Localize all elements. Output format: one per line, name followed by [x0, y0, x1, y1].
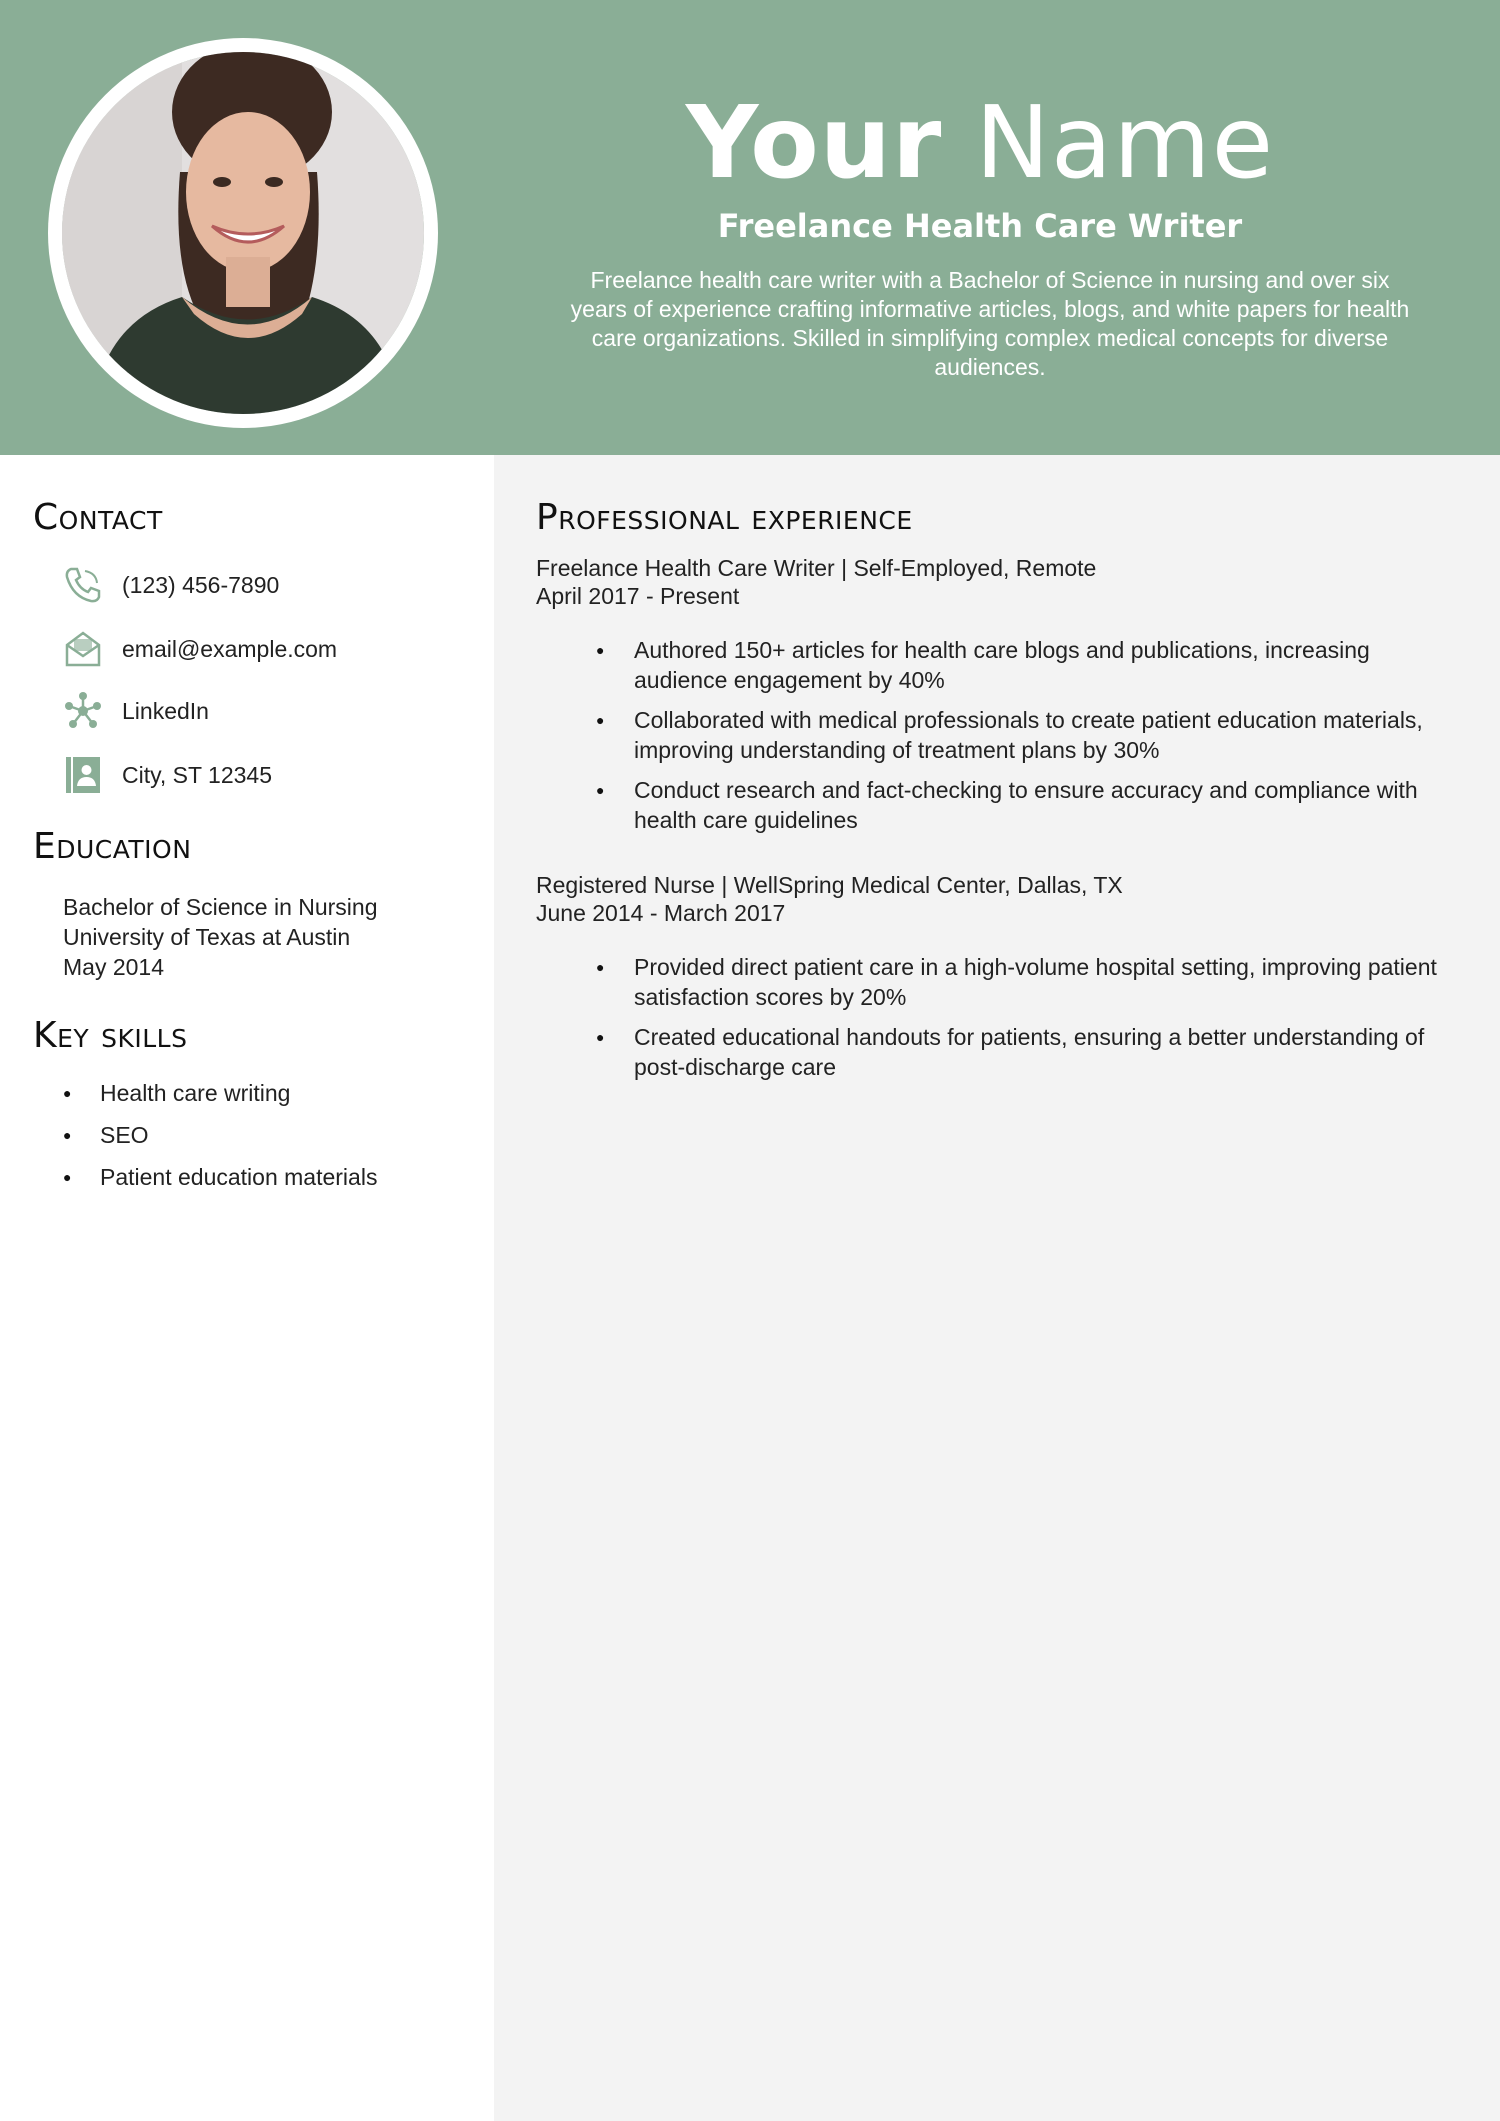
contact-phone-text: (123) 456-7890 [122, 571, 280, 598]
job-1-dates: April 2017 - Present [536, 583, 740, 609]
education-school: University of Texas at Austin [63, 924, 351, 950]
profile-photo-frame [48, 38, 438, 428]
skill-item: ● Health care writing [63, 1078, 483, 1120]
network-icon [62, 690, 104, 732]
profile-summary: Freelance health care writer with a Bachelor of Science in nursing and over six years of experience crafting informative articles, blogs, and white papers for health care organizations. Skilled in simplifying complex medical concepts for diverse audiences. [570, 267, 1410, 380]
job-2-dates: June 2014 - March 2017 [536, 900, 786, 926]
job-2-bullets [594, 952, 1444, 1092]
job-bullet: ● Provided direct patient care in a high-volume hospital setting, improving patient satisfaction scores by 20% [594, 952, 1444, 1012]
experience-heading: Professional experience [536, 497, 913, 538]
name-first: Your [685, 84, 943, 201]
job-2-header [536, 871, 1436, 927]
name-last: Name [975, 84, 1275, 201]
contact-phone [62, 563, 462, 607]
job-2-role: Registered Nurse | WellSpring Medical Center, Dallas, TX [536, 872, 1123, 898]
job-1-header [536, 554, 1436, 610]
skill-item: ● Patient education materials [63, 1162, 483, 1204]
contact-address [62, 753, 462, 797]
education-degree: Bachelor of Science in Nursing [63, 894, 378, 920]
phone-icon [62, 564, 104, 606]
job-title: Freelance Health Care Writer [717, 207, 1243, 245]
candidate-name [560, 84, 1400, 201]
email-icon [62, 628, 104, 670]
job-1-role: Freelance Health Care Writer | Self-Employed, Remote [536, 555, 1097, 581]
job-bullet: ● Conduct research and fact-checking to ensure accuracy and compliance with health care guidelines [594, 775, 1444, 835]
profile-photo [62, 52, 424, 414]
education-date: May 2014 [63, 954, 165, 980]
education-heading: Education [33, 826, 192, 867]
header-banner [0, 0, 1500, 455]
education-block [63, 892, 483, 982]
contact-heading: Contact [33, 497, 163, 538]
contact-email-text: email@example.com [122, 635, 338, 662]
contact-email [62, 627, 462, 671]
job-bullet: ● Created educational handouts for patients, ensuring a better understanding of post-discharge care [594, 1022, 1444, 1082]
contact-linkedin [62, 689, 462, 733]
contact-address-text: City, ST 12345 [122, 761, 273, 788]
job-bullet: ● Authored 150+ articles for health care blogs and publications, increasing audience engagement by 40% [594, 635, 1444, 695]
address-book-icon [62, 754, 104, 796]
job-bullet: ● Collaborated with medical professionals to create patient education materials, improving understanding of treatment plans by 30% [594, 705, 1444, 765]
job-1-bullets [594, 635, 1444, 845]
skills-heading: Key skills [33, 1015, 188, 1056]
skill-item: ● SEO [63, 1120, 483, 1162]
person-photo-illustration [62, 52, 424, 414]
contact-linkedin-text: LinkedIn [122, 697, 209, 724]
skills-list [63, 1078, 483, 1204]
